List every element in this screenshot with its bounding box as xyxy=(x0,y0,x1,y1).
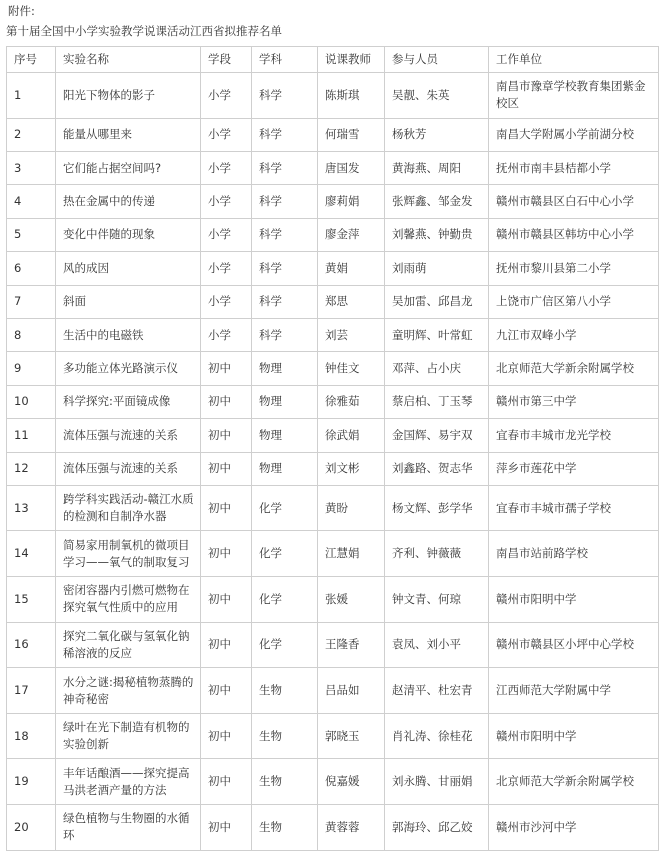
cell-members: 刘鑫路、贺志华 xyxy=(385,452,489,485)
table-row xyxy=(7,218,659,251)
cell-number: 12 xyxy=(7,452,56,485)
cell-experiment-name: 能量从哪里来 xyxy=(56,118,201,151)
cell-experiment-name: 流体压强与流速的关系 xyxy=(56,419,201,452)
cell-teacher: 张媛 xyxy=(318,577,385,623)
cell-number: 6 xyxy=(7,252,56,285)
cell-number: 18 xyxy=(7,713,56,759)
cell-subject: 科学 xyxy=(252,252,318,285)
cell-stage: 初中 xyxy=(201,385,252,418)
document-title: 第十届全国中小学实验教学说课活动江西省拟推荐名单 xyxy=(6,24,282,38)
table-row xyxy=(7,285,659,318)
cell-members: 齐利、钟薇薇 xyxy=(385,531,489,577)
cell-work-unit: 抚州市黎川县第二小学 xyxy=(489,252,659,285)
cell-stage: 初中 xyxy=(201,759,252,805)
cell-number: 16 xyxy=(7,622,56,668)
cell-subject: 科学 xyxy=(252,185,318,218)
cell-members: 郭海玲、邱乙姣 xyxy=(385,805,489,851)
cell-subject: 生物 xyxy=(252,713,318,759)
cell-stage: 小学 xyxy=(201,252,252,285)
cell-number: 3 xyxy=(7,151,56,184)
attachment-label: 附件: xyxy=(8,4,35,18)
cell-teacher: 郑思 xyxy=(318,285,385,318)
cell-members: 赵清平、杜宏青 xyxy=(385,668,489,714)
cell-teacher: 黄盼 xyxy=(318,485,385,531)
cell-number: 14 xyxy=(7,531,56,577)
cell-members: 邓萍、占小庆 xyxy=(385,352,489,385)
cell-subject: 科学 xyxy=(252,285,318,318)
table-row xyxy=(7,485,659,531)
cell-stage: 初中 xyxy=(201,352,252,385)
cell-work-unit: 宜春市丰城市龙光学校 xyxy=(489,419,659,452)
cell-experiment-name: 简易家用制氧机的微项目学习——氧气的制取复习 xyxy=(56,531,201,577)
cell-stage: 小学 xyxy=(201,218,252,251)
cell-teacher: 廖金萍 xyxy=(318,218,385,251)
cell-members: 袁凤、刘小平 xyxy=(385,622,489,668)
cell-teacher: 黄蓉蓉 xyxy=(318,805,385,851)
cell-stage: 小学 xyxy=(201,151,252,184)
cell-work-unit: 上饶市广信区第八小学 xyxy=(489,285,659,318)
cell-teacher: 廖莉娟 xyxy=(318,185,385,218)
cell-experiment-name: 丰年话酿酒——探究提高马洪老酒产量的方法 xyxy=(56,759,201,805)
cell-experiment-name: 热在金属中的传递 xyxy=(56,185,201,218)
cell-teacher: 郭晓玉 xyxy=(318,713,385,759)
cell-stage: 初中 xyxy=(201,622,252,668)
cell-stage: 初中 xyxy=(201,805,252,851)
table-row xyxy=(7,151,659,184)
cell-work-unit: 赣州市赣县区小坪中心学校 xyxy=(489,622,659,668)
cell-work-unit: 萍乡市莲花中学 xyxy=(489,452,659,485)
table-row xyxy=(7,622,659,668)
cell-number: 15 xyxy=(7,577,56,623)
cell-work-unit: 赣州市阳明中学 xyxy=(489,577,659,623)
cell-members: 黄海燕、周阳 xyxy=(385,151,489,184)
cell-members: 杨秋芳 xyxy=(385,118,489,151)
cell-experiment-name: 它们能占据空间吗? xyxy=(56,151,201,184)
cell-members: 蔡启柏、丁玉琴 xyxy=(385,385,489,418)
cell-experiment-name: 风的成因 xyxy=(56,252,201,285)
cell-members: 童明辉、叶常虹 xyxy=(385,318,489,351)
cell-number: 20 xyxy=(7,805,56,851)
cell-teacher: 徐武娟 xyxy=(318,419,385,452)
cell-subject: 科学 xyxy=(252,151,318,184)
table-row xyxy=(7,73,659,119)
cell-teacher: 徐雅茹 xyxy=(318,385,385,418)
header-number: 序号 xyxy=(7,47,56,73)
cell-members: 刘雨萌 xyxy=(385,252,489,285)
cell-stage: 初中 xyxy=(201,713,252,759)
cell-stage: 小学 xyxy=(201,318,252,351)
cell-stage: 小学 xyxy=(201,185,252,218)
cell-work-unit: 赣州市第三中学 xyxy=(489,385,659,418)
cell-members: 刘馨燕、钟勤贵 xyxy=(385,218,489,251)
cell-subject: 生物 xyxy=(252,805,318,851)
cell-experiment-name: 绿色植物与生物圈的水循环 xyxy=(56,805,201,851)
table-row xyxy=(7,531,659,577)
cell-members: 杨文辉、彭学华 xyxy=(385,485,489,531)
cell-number: 2 xyxy=(7,118,56,151)
table-row xyxy=(7,419,659,452)
cell-stage: 小学 xyxy=(201,73,252,119)
cell-experiment-name: 多功能立体光路演示仪 xyxy=(56,352,201,385)
cell-work-unit: 南昌市站前路学校 xyxy=(489,531,659,577)
cell-subject: 物理 xyxy=(252,419,318,452)
cell-members: 吴加雷、邱昌龙 xyxy=(385,285,489,318)
cell-experiment-name: 生活中的电磁铁 xyxy=(56,318,201,351)
cell-teacher: 倪嘉媛 xyxy=(318,759,385,805)
cell-teacher: 刘文彬 xyxy=(318,452,385,485)
cell-stage: 初中 xyxy=(201,485,252,531)
cell-stage: 初中 xyxy=(201,577,252,623)
cell-work-unit: 赣州市赣县区白石中心小学 xyxy=(489,185,659,218)
cell-teacher: 刘芸 xyxy=(318,318,385,351)
header-subject: 学科 xyxy=(252,47,318,73)
cell-work-unit: 赣州市阳明中学 xyxy=(489,713,659,759)
cell-number: 8 xyxy=(7,318,56,351)
cell-experiment-name: 探究二氧化碳与氢氧化钠稀溶液的反应 xyxy=(56,622,201,668)
cell-experiment-name: 变化中伴随的现象 xyxy=(56,218,201,251)
cell-work-unit: 南昌市豫章学校教育集团紫金校区 xyxy=(489,73,659,119)
cell-teacher: 王隆香 xyxy=(318,622,385,668)
cell-teacher: 陈斯琪 xyxy=(318,73,385,119)
cell-experiment-name: 斜面 xyxy=(56,285,201,318)
header-experiment-name: 实验名称 xyxy=(56,47,201,73)
cell-number: 1 xyxy=(7,73,56,119)
cell-stage: 小学 xyxy=(201,285,252,318)
table-row xyxy=(7,385,659,418)
cell-members: 肖礼涛、徐桂花 xyxy=(385,713,489,759)
cell-work-unit: 宜春市丰城市孺子学校 xyxy=(489,485,659,531)
table-row xyxy=(7,805,659,851)
cell-experiment-name: 水分之谜:揭秘植物蒸腾的神奇秘密 xyxy=(56,668,201,714)
cell-work-unit: 赣州市沙河中学 xyxy=(489,805,659,851)
cell-teacher: 江慧娟 xyxy=(318,531,385,577)
cell-subject: 物理 xyxy=(252,385,318,418)
header-stage: 学段 xyxy=(201,47,252,73)
cell-number: 4 xyxy=(7,185,56,218)
cell-subject: 生物 xyxy=(252,668,318,714)
cell-subject: 科学 xyxy=(252,318,318,351)
cell-subject: 生物 xyxy=(252,759,318,805)
cell-number: 19 xyxy=(7,759,56,805)
cell-work-unit: 抚州市南丰县桔都小学 xyxy=(489,151,659,184)
cell-stage: 初中 xyxy=(201,452,252,485)
table-row xyxy=(7,759,659,805)
recommendation-table xyxy=(6,46,659,851)
cell-number: 17 xyxy=(7,668,56,714)
cell-subject: 物理 xyxy=(252,452,318,485)
cell-experiment-name: 流体压强与流速的关系 xyxy=(56,452,201,485)
cell-members: 钟文青、何琼 xyxy=(385,577,489,623)
cell-subject: 科学 xyxy=(252,218,318,251)
cell-experiment-name: 科学探究:平面镜成像 xyxy=(56,385,201,418)
cell-teacher: 钟佳文 xyxy=(318,352,385,385)
cell-subject: 科学 xyxy=(252,118,318,151)
header-teacher: 说课教师 xyxy=(318,47,385,73)
cell-work-unit: 江西师范大学附属中学 xyxy=(489,668,659,714)
cell-number: 11 xyxy=(7,419,56,452)
cell-stage: 小学 xyxy=(201,118,252,151)
table-row xyxy=(7,668,659,714)
cell-teacher: 何瑞雪 xyxy=(318,118,385,151)
table-row xyxy=(7,252,659,285)
cell-number: 10 xyxy=(7,385,56,418)
cell-number: 5 xyxy=(7,218,56,251)
cell-number: 13 xyxy=(7,485,56,531)
cell-stage: 初中 xyxy=(201,419,252,452)
cell-experiment-name: 绿叶在光下制造有机物的实验创新 xyxy=(56,713,201,759)
cell-teacher: 唐国发 xyxy=(318,151,385,184)
cell-members: 刘永腾、甘丽娟 xyxy=(385,759,489,805)
cell-teacher: 黄娟 xyxy=(318,252,385,285)
cell-members: 张辉鑫、邹金发 xyxy=(385,185,489,218)
cell-work-unit: 南昌大学附属小学前湖分校 xyxy=(489,118,659,151)
cell-subject: 化学 xyxy=(252,485,318,531)
cell-teacher: 吕品如 xyxy=(318,668,385,714)
cell-experiment-name: 密闭容器内引燃可燃物在探究氧气性质中的应用 xyxy=(56,577,201,623)
cell-subject: 化学 xyxy=(252,622,318,668)
table-row xyxy=(7,452,659,485)
cell-stage: 初中 xyxy=(201,668,252,714)
cell-number: 9 xyxy=(7,352,56,385)
cell-work-unit: 赣州市赣县区韩坊中心小学 xyxy=(489,218,659,251)
header-work-unit: 工作单位 xyxy=(489,47,659,73)
cell-members: 金国辉、易宇双 xyxy=(385,419,489,452)
table-row xyxy=(7,352,659,385)
table-row xyxy=(7,185,659,218)
table-row xyxy=(7,577,659,623)
cell-subject: 物理 xyxy=(252,352,318,385)
cell-number: 7 xyxy=(7,285,56,318)
cell-members: 吴靓、朱英 xyxy=(385,73,489,119)
cell-stage: 初中 xyxy=(201,531,252,577)
table-row xyxy=(7,118,659,151)
cell-subject: 科学 xyxy=(252,73,318,119)
cell-experiment-name: 阳光下物体的影子 xyxy=(56,73,201,119)
cell-work-unit: 北京师范大学新余附属学校 xyxy=(489,352,659,385)
cell-subject: 化学 xyxy=(252,577,318,623)
table-header-row xyxy=(7,47,659,73)
cell-work-unit: 九江市双峰小学 xyxy=(489,318,659,351)
cell-work-unit: 北京师范大学新余附属学校 xyxy=(489,759,659,805)
table-row xyxy=(7,713,659,759)
cell-subject: 化学 xyxy=(252,531,318,577)
header-members: 参与人员 xyxy=(385,47,489,73)
cell-experiment-name: 跨学科实践活动-赣江水质的检测和自制净水器 xyxy=(56,485,201,531)
table-row xyxy=(7,318,659,351)
